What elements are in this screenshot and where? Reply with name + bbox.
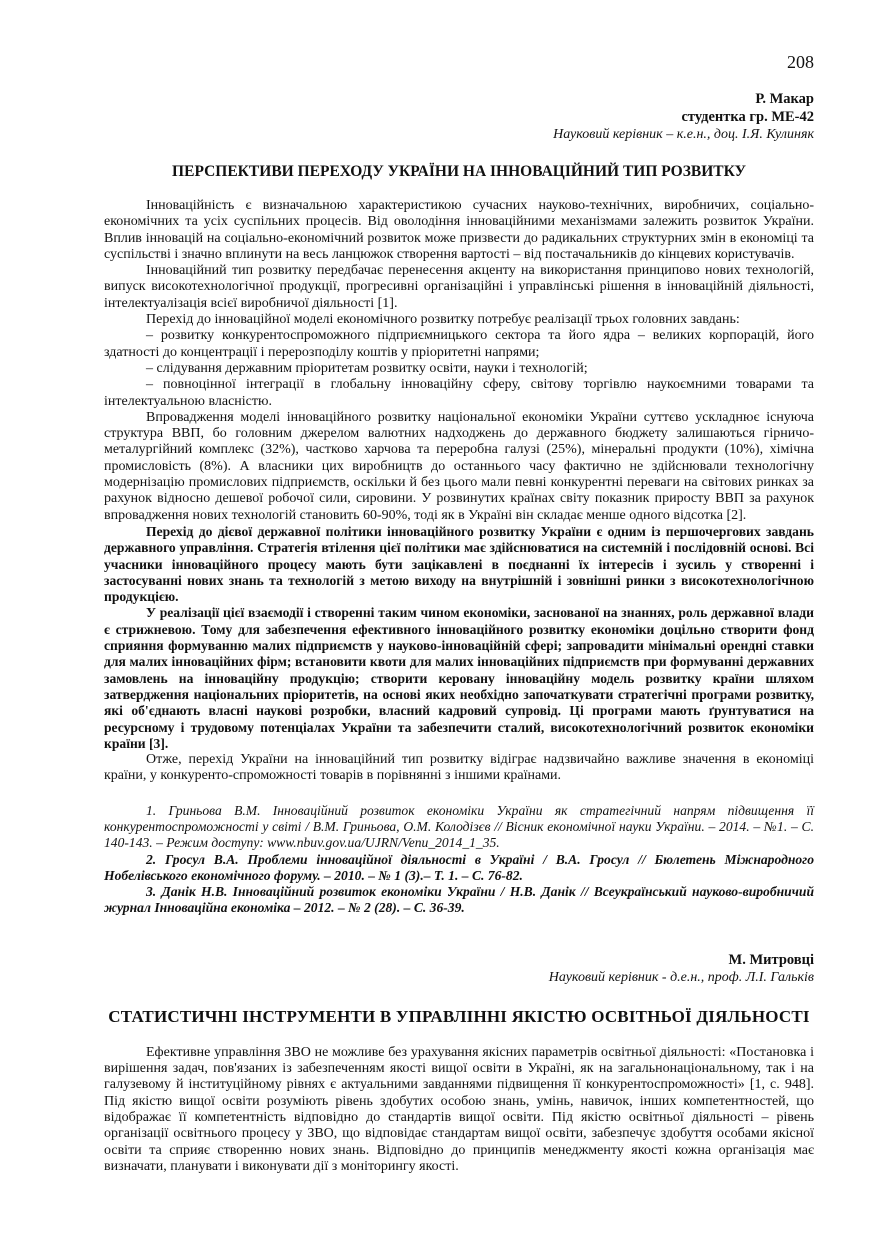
article1-bold-paragraph: Перехід до дієвої державної політики інноваційного розвитку України є одним із першочергових завдань державного управління. Стратегія втілення цієї політики має здійснюватися на системній і послідовній основі. Всі учасники інноваційного процесу мають бути зацікавлені в поєднанні їх інтересів і зусиль у створенні і застосуванні нових знань та технологій з метою виходу на внутрішній і зовнішні ринки з високотехнологічною продукцією. (104, 523, 814, 605)
reference-item: 2. Гросул В.А. Проблеми інноваційної діяльності в Україні / В.А. Гросул // Бюлетень Міжнародного Нобелівського економічного форуму. – 2010. – № 1 (3).– Т. 1. – С. 76-82. (104, 851, 814, 883)
article1-paragraph: Інноваційність є визначальною характеристикою сучасних науково-технічних, виробничих, соціально-економічних та усіх суспільних процесів. Від оволодіння інноваційними механізмами залежить розвиток України. Вплив інновацій на соціально-економічний розвиток може призвести до радикальних структурних змін в економіці та суспільстві і значно вплинути на весь ланцюжок створення вартості – від постачальників до кінцевих користувачів. (104, 198, 814, 262)
article1-supervisor: Науковий керівник – к.е.н., доц. І.Я. Кулиняк (553, 127, 814, 142)
article2-title: СТАТИСТИЧНІ ІНСТРУМЕНТИ В УПРАВЛІННІ ЯКІСТЮ ОСВІТНЬОЇ ДІЯЛЬНОСТІ (108, 1006, 810, 1026)
article1-author: Р. Макар (755, 91, 814, 107)
page-number: 208 (787, 52, 814, 72)
article2-paragraph: Ефективне управління ЗВО не можливе без урахування якісних параметрів освітньої діяльності: «Постановка і вирішення задач, пов'язаних із забезпеченням якості вищої освіти в Україні, як на загальнонаціональному, так і на галузевому й інституційному рівнях є актуальними завданнями підвищення її конкурентоспроможності» [1, с. 948]. Під якістю вищої освіти розуміють рівень здобутих особою знань, умінь, навичок, інших компетентностей, що відображає її компетентність відповідно до стандартів вищої освіти. Під якістю освітньої діяльності – рівень організації освітнього процесу у ЗВО, що відповідає стандартам вищої освіти, забезпечує здобуття особами якісної освіти та сприяє створенню нових знань. Відповідно до принципів менеджменту якості кожна організація має визначати, планувати і виконувати дії з моніторингу якості. (104, 1044, 814, 1174)
article1-paragraph: Інноваційний тип розвитку передбачає перенесення акценту на використання принципово нових технологій, випуск високотехнологічної продукції, прогресивні організаційні і управлінські рішення в інноваційній діяльності, інтелектуалізація всієї виробничої діяльності [1]. (104, 263, 814, 311)
article1-group: студентка гр. МЕ-42 (681, 109, 814, 125)
reference-item: 1. Гриньова В.М. Інноваційний розвиток економіки України як стратегічний напрям підвищення її конкурентоспроможності у світі / В.М. Гриньова, О.М. Колодізєв // Вісник економічної науки України. – 2014. – №1. – С. 140-143. – Режим доступу: www.nbuv.gov.ua/UJRN/Venu_2014_1_35. (104, 802, 814, 851)
article1-title: ПЕРСПЕКТИВИ ПЕРЕХОДУ УКРАЇНИ НА ІННОВАЦІЙНИЙ ТИП РОЗВИТКУ (172, 163, 746, 180)
article1-list-item: – розвитку конкурентоспроможного підприємницького сектора та його ядра – великих корпорацій, його здатності до концентрації і перерозподілу коштів у пріоритетні напрями; (104, 328, 814, 360)
article2-supervisor: Науковий керівник - д.е.н., проф. Л.І. Гальків (548, 969, 814, 985)
page-content (104, 90, 814, 1175)
article1-bold-paragraph: У реалізації цієї взаємодії і створенні таким чином економіки, заснованої на знаннях, роль державної влади є стрижневою. Тому для забезпечення ефективного інноваційного розвитку економіки доцільно створити фонд сприяння формуванню малих підприємств у науково-інноваційній сфері; запровадити мінімальні орендні ставки для малих інноваційних фірм; встановити квоти для малих інноваційних підприємств при формуванні державних замовлень на інноваційну продукцію; створити керовану інноваційну модель розвитку країни шляхом затвердження національних пріоритетів, на основі яких необхідно започаткувати стратегічні програми розвитку, які об'єднають власні наукові розробки, власний кадровий супровід. Ці програми мають ґрунтуватися на ресурсному і трудовому потенціалах України та забезпечити сталий, високотехнологічний розвиток економіки країни [3]. (104, 605, 814, 751)
article1-list-item: – повноцінної інтеграції в глобальну інноваційну сферу, світову торгівлю наукоємними товарами та інтелектуальною власністю. (104, 377, 814, 409)
article1-list-item: – слідування державним пріоритетам розвитку освіти, науки і технологій; (146, 360, 588, 376)
article2-author: М. Митровці (728, 951, 814, 968)
article1-conclusion: Отже, перехід України на інноваційний тип розвитку відіграє надзвичайно важливе значення в економіці країни, у конкуренто-спроможності товарів в порівнянні з іншими країнами. (104, 752, 814, 784)
article1-paragraph: Перехід до інноваційної моделі економічного розвитку потребує реалізації трьох головних завдань: (146, 312, 740, 328)
article1-paragraph: Впровадження моделі інноваційного розвитку національної економіки України суттєво ускладнює існуюча структура ВВП, бо головним джерелом валютних надходжень до державного бюджету залишаються гірничо-металургійний комплекс (32%), частково харчова та переробна галузі (25%), мінеральні продукти (10%), хімічна промисловість (8%). А власники цих виробництв до останнього часу фактично не здійснювали технологічну модернізацію промислових підприємств, оскільки й без цього мали певні конкурентні переваги на світових ринках за рахунок відносно дешевої робочої сили, сировини. У розвинутих країнах світу показник приросту ВВП за рахунок впровадження нових технологій становить 60-90%, тоді як в Україні він складає менше одного відсотка [2]. (104, 409, 814, 523)
article1-references (104, 803, 814, 917)
reference-item: 3. Данік Н.В. Інноваційний розвиток економіки України / Н.В. Данік // Всеукраїнський науково-виробничий журнал Інноваційна економіка – 2012. – № 2 (28). – С. 36-39. (104, 884, 814, 916)
